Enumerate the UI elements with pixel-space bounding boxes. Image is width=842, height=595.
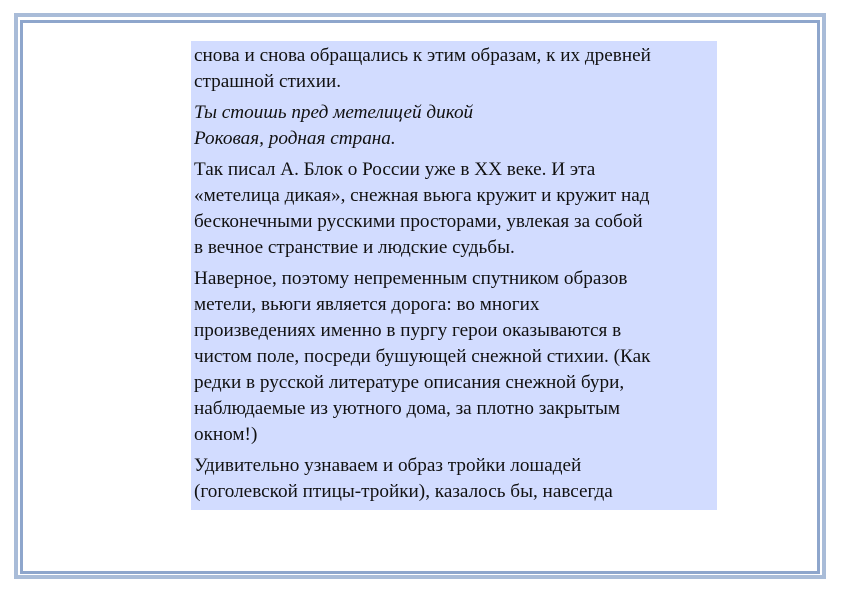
text-line: бесконечными русскими просторами, увлекая за собой xyxy=(194,211,643,232)
paragraph-3 xyxy=(194,157,711,261)
text-line: снова и снова обращались к этим образам, к их древней xyxy=(194,45,651,66)
text-line: произведениях именно в пургу герои оказываются в xyxy=(194,320,622,341)
poem-line: Роковая, родная страна. xyxy=(194,128,396,149)
text-line: «метелица дикая», снежная вьюга кружит и кружит над xyxy=(194,185,650,206)
paragraph-4 xyxy=(194,266,711,448)
text-box xyxy=(191,41,717,510)
paragraph-5 xyxy=(194,453,711,505)
text-line: чистом поле, посреди бушующей снежной стихии. (Как xyxy=(194,346,651,367)
text-line: Удивительно узнаваем и образ тройки лошадей xyxy=(194,455,582,476)
text-line: метели, вьюги является дорога: во многих xyxy=(194,294,540,315)
paragraph-1 xyxy=(194,43,711,95)
text-line: Так писал А. Блок о России уже в ХХ веке. И эта xyxy=(194,159,596,180)
poem-quote xyxy=(194,100,711,152)
text-line: Наверное, поэтому непременным спутником образов xyxy=(194,268,628,289)
poem-line: Ты стоишь пред метелицей дикой xyxy=(194,102,474,123)
text-line: страшной стихии. xyxy=(194,71,342,92)
text-line: (гоголевской птицы-тройки), казалось бы, навсегда xyxy=(194,481,613,502)
text-line: в вечное странствие и людские судьбы. xyxy=(194,237,515,258)
text-line: наблюдаемые из уютного дома, за плотно закрытым xyxy=(194,398,621,419)
text-line: редки в русской литературе описания снежной бури, xyxy=(194,372,625,393)
text-line: окном!) xyxy=(194,424,258,445)
